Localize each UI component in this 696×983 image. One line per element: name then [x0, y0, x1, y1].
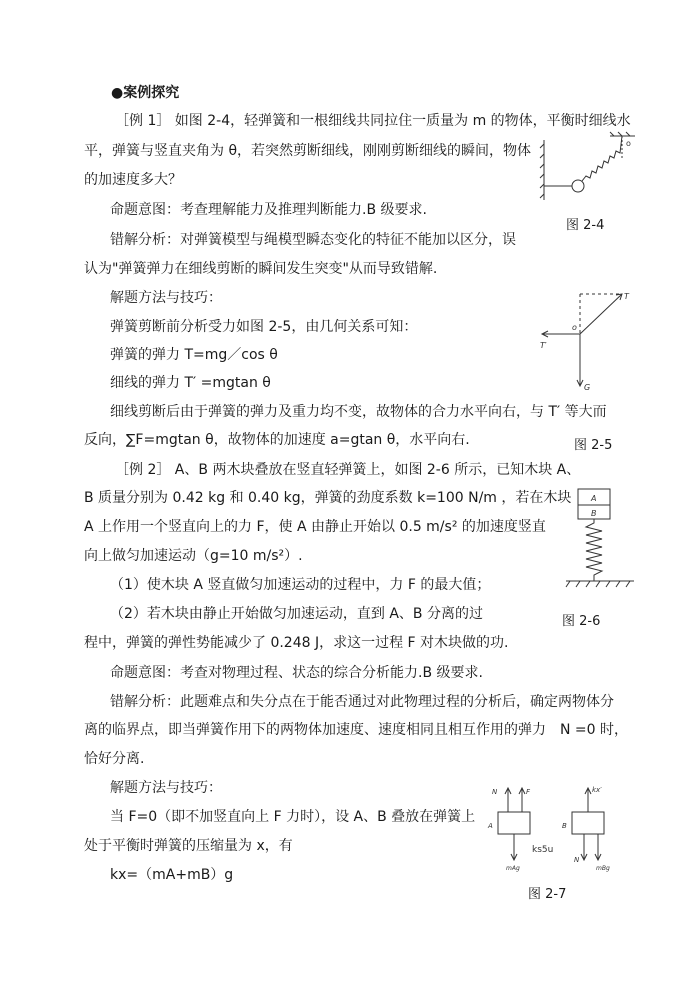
ex1-solution-5: 反向，∑F=mgtan θ，故物体的加速度 a=gtan θ，水平向右. [84, 432, 470, 448]
fig27-label-n2: N [574, 856, 580, 864]
fig25-label-g: G [584, 383, 591, 392]
ex2-solution-3: kx=（mA+mB）g [110, 867, 234, 883]
ex1-method-heading: 解题方法与技巧： [110, 290, 222, 306]
fig27-label-f: F [526, 788, 531, 796]
ex2-intent: 命题意图：考查对物理过程、状态的综合分析能力.B 级要求. [110, 665, 483, 681]
ex2-error-analysis-1: 错解分析：此题难点和失分点在于能否通过对此物理过程的分析后，确定两物体分 [110, 694, 614, 710]
fig26-label-a: A [591, 494, 597, 503]
fig25-label-o: o [572, 323, 577, 332]
fig27-label-b: B [562, 822, 567, 830]
figure-2-7-caption: 图 2-7 [528, 887, 567, 902]
figure-2-4 [540, 130, 660, 210]
ex2-method-heading: 解题方法与技巧： [110, 780, 222, 796]
figure-2-6-caption: 图 2-6 [562, 614, 601, 629]
figure-2-4-caption: 图 2-4 [566, 218, 605, 233]
ex1-solution-4: 细线剪断后由于弹簧的弹力及重力均不变，故物体的合力水平向右，与 T′ 等大而 [110, 404, 607, 420]
fig27-label-mag: mAg [506, 865, 520, 872]
ex1-line-2: 平，弹簧与竖直夹角为 θ，若突然剪断细线，刚刚剪断细线的瞬间，物体 [84, 143, 532, 159]
ex1-line-1: ［例 1］ 如图 2-4，轻弹簧和一根细线共同拉住一质量为 m 的物体，平衡时细线水 [115, 113, 631, 129]
ex2-question-1: （1）使木块 A 竖直做匀加速运动的过程中，力 F 的最大值； [110, 577, 491, 593]
fig25-label-t: T [624, 292, 629, 301]
ex2-question-2: （2）若木块由静止开始做匀加速运动，直到 A、B 分离的过 [110, 606, 483, 622]
ex2-error-analysis-3: 恰好分离. [84, 751, 145, 767]
ex2-solution-1: 当 F=0（即不加竖直向上 F 力时），设 A、B 叠放在弹簧上 [110, 809, 476, 825]
ex1-solution-1: 弹簧剪断前分析受力如图 2-5，由几何关系可知： [110, 319, 418, 335]
ex2-line-2: B 质量分别为 0.42 kg 和 0.40 kg，弹簧的劲度系数 k=100 N/m ，若在木块 [84, 490, 572, 506]
ex1-solution-2: 弹簧的弹力 T=mg／cos θ [110, 347, 278, 363]
figure-2-7 [480, 780, 640, 876]
figure-2-5 [538, 290, 638, 400]
ex2-solution-2: 处于平衡时弹簧的压缩量为 x，有 [84, 838, 293, 854]
figure-2-5-caption: 图 2-5 [574, 438, 613, 453]
fig25-label-t-prime: T′ [540, 341, 547, 350]
fig26-label-b: B [591, 509, 597, 518]
ex1-error-analysis-1: 错解分析：对弹簧模型与绳模型瞬态变化的特征不能加以区分，误 [110, 232, 516, 248]
fig27-label-n: N [492, 788, 498, 796]
ex2-line-1: ［例 2］ A、B 两木块叠放在竖直轻弹簧上，如图 2-6 所示，已知木块 A、 [115, 462, 581, 478]
ex2-line-3: A 上作用一个竖直向上的力 F，使 A 由静止开始以 0.5 m/s² 的加速度竖直 [84, 519, 546, 535]
ex1-line-3: 的加速度多大？ [84, 172, 182, 188]
section-heading: ●案例探究 [111, 85, 180, 101]
fig27-label-mbg: mBg [596, 865, 610, 872]
fig27-label-kx-prime: kx′ [592, 786, 602, 794]
figure-2-6 [560, 487, 640, 597]
ex1-error-analysis-2: 认为"弹簧弹力在细线剪断的瞬间发生突变"从而导致错解. [84, 261, 438, 277]
ex2-line-4: 向上做匀加速运动（g=10 m/s²）. [84, 548, 303, 564]
ex2-question-3: 程中，弹簧的弹性势能减少了 0.248 J，求这一过程 F 对木块做的功. [84, 635, 509, 651]
watermark: ks5u [532, 845, 554, 855]
fig27-label-a: A [488, 822, 493, 830]
ex2-error-analysis-2: 离的临界点，即当弹簧作用下的两物体加速度、速度相同且相互作用的弹力 N =0 时， [84, 722, 629, 738]
ex1-solution-3: 细线的弹力 T′ =mgtan θ [110, 375, 271, 391]
fig24-label-o: o [626, 139, 631, 148]
ex1-intent: 命题意图：考查理解能力及推理判断能力.B 级要求. [110, 202, 427, 218]
